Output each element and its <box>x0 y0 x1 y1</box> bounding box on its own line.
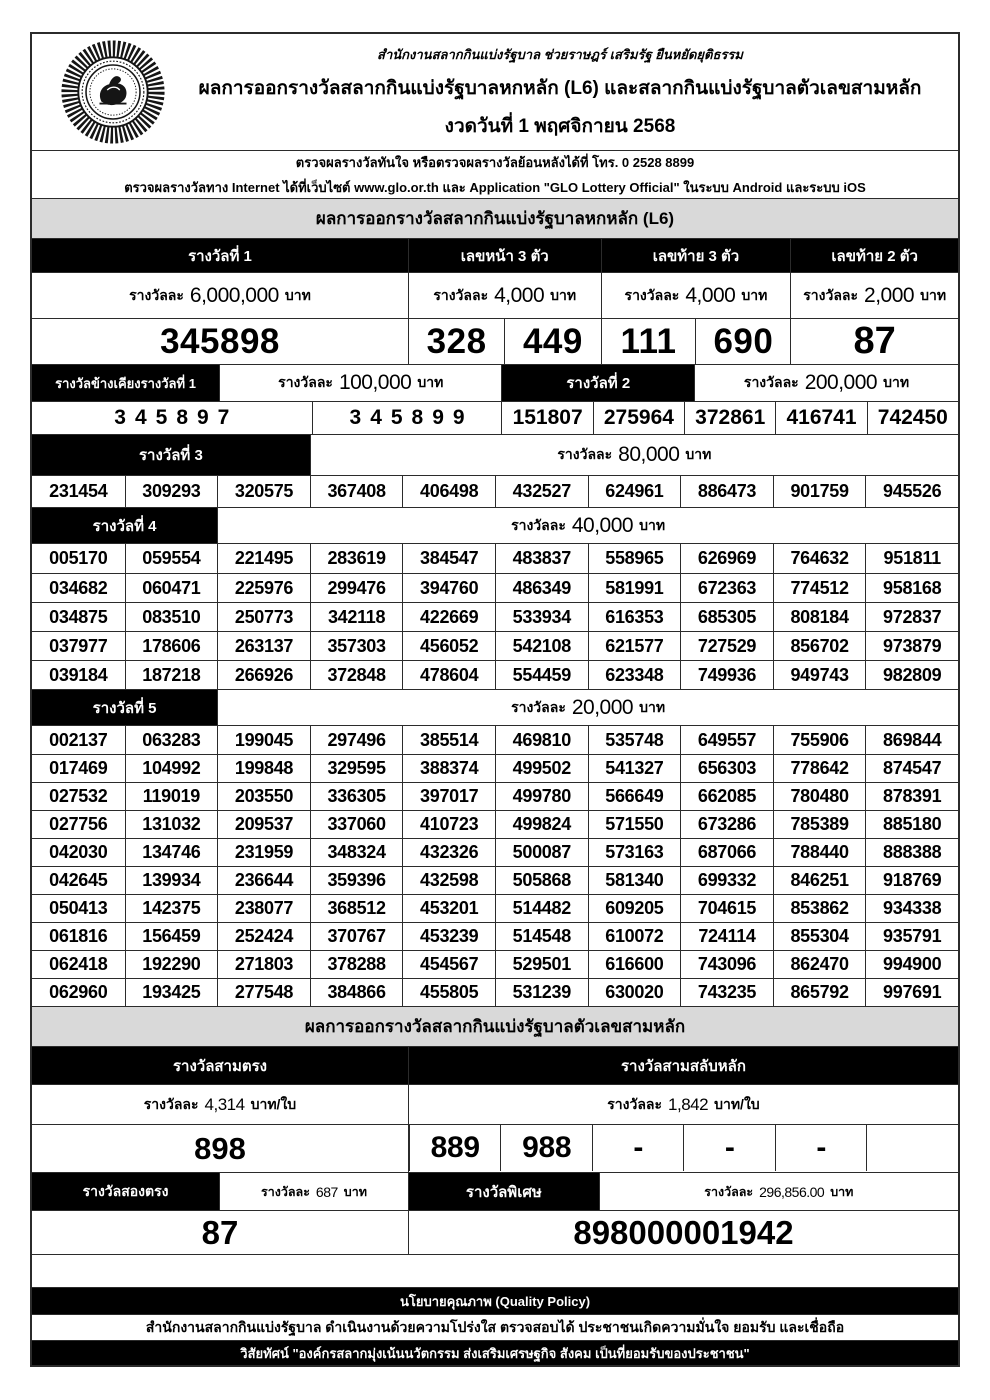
third-prize-number: 901759 <box>773 476 866 507</box>
n2-special-numbers <box>32 1210 958 1254</box>
fourth-prize-number: 558965 <box>588 544 681 573</box>
fourth-prize-number: 685305 <box>680 602 773 631</box>
fifth-prize-number: 203550 <box>217 782 310 810</box>
fifth-prize-number: 499780 <box>495 782 588 810</box>
fourth-prize-number: 059554 <box>125 544 218 573</box>
fourth-prize-number: 581991 <box>588 573 681 602</box>
fifth-prize-number: 581340 <box>588 866 681 894</box>
fifth-prize-number: 997691 <box>865 978 958 1006</box>
fifth-prize-number-grid <box>32 726 958 1006</box>
fourth-prize-number: 856702 <box>773 631 866 660</box>
fifth-prize-number: 531239 <box>495 978 588 1006</box>
fifth-prize-number: 862470 <box>773 950 866 978</box>
fourth-prize-number: 456052 <box>402 631 495 660</box>
l6-section-band: ผลการออกรางวัลสลากกินแบ่งรัฐบาลหกหลัก (L6) <box>32 198 958 238</box>
fifth-prize-number: 199848 <box>217 754 310 782</box>
third-prize-number: 367408 <box>310 476 403 507</box>
fifth-prize-number: 384866 <box>310 978 403 1006</box>
quality-policy-band: นโยบายคุณภาพ (Quality Policy) <box>32 1287 958 1314</box>
permute3-number: 889 <box>409 1125 501 1171</box>
fifth-prize-number: 649557 <box>680 726 773 754</box>
special-prize-number: 898000001942 <box>408 1211 958 1254</box>
fifth-prize-number: 139934 <box>125 866 218 894</box>
adjacent-prize-amount: รางวัลละ 100,000 บาท <box>219 365 501 401</box>
fifth-prize-number: 231959 <box>217 838 310 866</box>
fifth-prize-number: 329595 <box>310 754 403 782</box>
third-prize-number-grid <box>32 476 958 507</box>
fourth-prize-number: 958168 <box>865 573 958 602</box>
fifth-prize-number: 865792 <box>773 978 866 1006</box>
fourth-prize-number: 616353 <box>588 602 681 631</box>
fifth-prize-number: 785389 <box>773 810 866 838</box>
fifth-prize-number: 687066 <box>680 838 773 866</box>
fifth-prize-number: 042030 <box>32 838 125 866</box>
fourth-prize-number: 542108 <box>495 631 588 660</box>
fifth-prize-number: 918769 <box>865 866 958 894</box>
fifth-prize-number: 337060 <box>310 810 403 838</box>
fifth-prize-number: 869844 <box>865 726 958 754</box>
permute3-label: รางวัลสามสลับหลัก <box>408 1047 958 1084</box>
third-prize-number: 886473 <box>680 476 773 507</box>
fifth-prize-number: 142375 <box>125 894 218 922</box>
fifth-prize-number: 846251 <box>773 866 866 894</box>
permute3-number-grid <box>409 1125 958 1172</box>
fifth-prize-number: 297496 <box>310 726 403 754</box>
fifth-prize-number: 119019 <box>125 782 218 810</box>
fourth-prize-number: 039184 <box>32 660 125 689</box>
fifth-prize-number: 397017 <box>402 782 495 810</box>
fifth-prize-number: 878391 <box>865 782 958 810</box>
fifth-prize-number: 454567 <box>402 950 495 978</box>
fourth-prize-number: 263137 <box>217 631 310 660</box>
fifth-prize-number: 888388 <box>865 838 958 866</box>
fourth-prize-amount: รางวัลละ 40,000 บาท <box>217 508 958 543</box>
fifth-prize-number: 002137 <box>49 729 108 750</box>
fifth-prize-number: 370767 <box>310 922 403 950</box>
fifth-prize-number: 656303 <box>680 754 773 782</box>
draw-date: งวดวันที่ 1 พฤศจิกายน 2568 <box>444 115 676 137</box>
straight3-amount: รางวัลละ 4,314 บาท/ใบ <box>143 1094 297 1114</box>
third-prize-numbers <box>32 475 958 507</box>
fourth-prize-number: 483837 <box>495 544 588 573</box>
front3-number-2: 449 <box>504 319 600 364</box>
fourth-prize-number: 949743 <box>773 660 866 689</box>
fifth-prize-number: 336305 <box>310 782 403 810</box>
third-prize-number: 309293 <box>125 476 218 507</box>
fifth-prize-number: 699332 <box>680 866 773 894</box>
fifth-prize-number: 743235 <box>680 978 773 1006</box>
fourth-prize-number: 250773 <box>217 602 310 631</box>
fifth-prize-amount: รางวัลละ 20,000 บาท <box>217 690 958 725</box>
fourth-prize-number: 372848 <box>310 660 403 689</box>
permute3-number: 988 <box>500 1125 592 1171</box>
fifth-prize-number: 855304 <box>773 922 866 950</box>
n2-special-headers <box>32 1172 958 1210</box>
first-prize-amount <box>32 273 408 318</box>
fourth-prize-number: 623348 <box>588 660 681 689</box>
fifth-prize-number: 385514 <box>402 726 495 754</box>
fourth-prize-number: 060471 <box>125 573 218 602</box>
fourth-prize-number: 283619 <box>310 544 403 573</box>
fourth-prize-label: รางวัลที่ 4 <box>32 508 217 543</box>
fifth-prize-number: 104992 <box>125 754 218 782</box>
fifth-prize-number: 027756 <box>32 810 125 838</box>
lottery-results-document <box>30 32 960 1367</box>
third-prize-number: 231454 <box>49 481 108 501</box>
header-text-block <box>172 34 948 150</box>
fifth-prize-number: 610072 <box>588 922 681 950</box>
second-prize-number: 372861 <box>684 402 775 434</box>
fourth-prize-number: 083510 <box>125 602 218 631</box>
fourth-prize-number: 727529 <box>680 631 773 660</box>
fifth-prize-number: 156459 <box>125 922 218 950</box>
fourth-prize-number: 749936 <box>680 660 773 689</box>
fifth-prize-number: 514548 <box>495 922 588 950</box>
third-prize-number: 945526 <box>865 476 958 507</box>
fifth-prize-numbers <box>32 725 958 1006</box>
fifth-prize-number: 514482 <box>495 894 588 922</box>
fifth-prize-number: 410723 <box>402 810 495 838</box>
n3-amounts <box>32 1084 958 1124</box>
fifth-prize-number: 609205 <box>588 894 681 922</box>
front3-label: เลขหน้า 3 ตัว <box>408 239 601 272</box>
fourth-prize-number: 808184 <box>773 602 866 631</box>
fifth-prize-number: 134746 <box>125 838 218 866</box>
fifth-prize-number: 778642 <box>773 754 866 782</box>
fifth-prize-number: 885180 <box>865 810 958 838</box>
third-prize-header <box>32 434 958 475</box>
fourth-prize-number: 394760 <box>402 573 495 602</box>
fifth-prize-number: 724114 <box>680 922 773 950</box>
n3-section-band: ผลการออกรางวัลสลากกินแบ่งรัฐบาลตัวเลขสามหลัก <box>32 1006 958 1046</box>
fifth-prize-number: 236644 <box>217 866 310 894</box>
fifth-prize-number: 131032 <box>125 810 218 838</box>
baht-label: บาท <box>284 286 311 303</box>
fourth-prize-number: 034875 <box>32 602 125 631</box>
first-prize-number: 345898 <box>160 321 280 361</box>
fourth-prize-header <box>32 507 958 543</box>
fourth-prize-number: 533934 <box>495 602 588 631</box>
fourth-prize-number: 034682 <box>32 573 125 602</box>
special-prize-amount: รางวัลละ 296,856.00 บาท <box>599 1173 958 1210</box>
third-prize-label: รางวัลที่ 3 <box>32 435 310 475</box>
second-prize-label: รางวัลที่ 2 <box>501 365 694 401</box>
per-label: รางวัลละ <box>129 286 184 303</box>
third-prize-amount: รางวัลละ 80,000 บาท <box>310 435 958 475</box>
l6-top-prize-headers <box>32 238 958 272</box>
fourth-prize-number: 357303 <box>310 631 403 660</box>
third-prize-number: 432527 <box>495 476 588 507</box>
fourth-prize-number: 972837 <box>865 602 958 631</box>
fifth-prize-number: 630020 <box>588 978 681 1006</box>
second-prize-number: 416741 <box>775 402 866 434</box>
fifth-prize-number: 252424 <box>217 922 310 950</box>
second-prize-number: 275964 <box>593 402 684 434</box>
straight2-number: 87 <box>201 1213 239 1251</box>
fourth-prize-number: 221495 <box>217 544 310 573</box>
fourth-prize-number: 266926 <box>217 660 310 689</box>
straight3-label: รางวัลสามตรง <box>32 1047 408 1084</box>
last3-label: เลขท้าย 3 ตัว <box>601 239 791 272</box>
fourth-prize-number: 554459 <box>495 660 588 689</box>
fifth-prize-number: 704615 <box>680 894 773 922</box>
fourth-prize-number: 384547 <box>402 544 495 573</box>
fifth-prize-number: 934338 <box>865 894 958 922</box>
fifth-prize-number: 571550 <box>588 810 681 838</box>
fifth-prize-number: 062960 <box>32 978 125 1006</box>
fifth-prize-number: 535748 <box>588 726 681 754</box>
fourth-prize-number: 973879 <box>865 631 958 660</box>
fourth-prize-number: 187218 <box>125 660 218 689</box>
adjacent-second-numbers <box>32 401 958 434</box>
document-title: ผลการออกรางวัลสลากกินแบ่งรัฐบาลหกหลัก (L6) และสลากกินแบ่งรัฐบาลตัวเลขสามหลัก <box>198 77 922 99</box>
permute3-number: - <box>775 1125 867 1171</box>
last2-label: เลขท้าย 2 ตัว <box>790 239 958 272</box>
fourth-prize-number: 672363 <box>680 573 773 602</box>
fifth-prize-number: 499502 <box>495 754 588 782</box>
n3-headers <box>32 1046 958 1084</box>
last2-number: 87 <box>790 319 958 364</box>
last3-amount: รางวัลละ 4,000 บาท <box>601 273 791 318</box>
fifth-prize-header <box>32 689 958 725</box>
permute3-number: - <box>683 1125 775 1171</box>
fifth-prize-number: 529501 <box>495 950 588 978</box>
first-prize-label: รางวัลที่ 1 <box>32 239 408 272</box>
fourth-prize-number: 626969 <box>680 544 773 573</box>
fifth-prize-number: 743096 <box>680 950 773 978</box>
contact-info <box>32 150 958 198</box>
fifth-prize-number: 874547 <box>865 754 958 782</box>
fifth-prize-number: 994900 <box>865 950 958 978</box>
fifth-prize-number: 453201 <box>402 894 495 922</box>
fifth-prize-number: 432326 <box>402 838 495 866</box>
fifth-prize-number: 755906 <box>773 726 866 754</box>
contact-phone-line: ตรวจผลรางวัลทันใจ หรือตรวจผลรางวัลย้อนหลังได้ที่ โทร. 0 2528 8899 <box>295 154 695 170</box>
adjacent-number-1: 345897 <box>114 406 239 429</box>
fifth-prize-number: 209537 <box>217 810 310 838</box>
contact-internet-line: ตรวจผลรางวัลทาง Internet ได้ที่เว็บไซต์ www.glo.or.th และ Application "GLO Lottery Official" ในระบบ Android และระบบ iOS <box>124 179 866 195</box>
fifth-prize-number: 453239 <box>402 922 495 950</box>
last3-number-1: 111 <box>601 319 696 364</box>
second-prize-number: 742450 <box>867 402 958 434</box>
fifth-prize-number: 469810 <box>495 726 588 754</box>
fifth-prize-number: 541327 <box>588 754 681 782</box>
l6-top-prize-amounts <box>32 272 958 318</box>
fifth-prize-number: 780480 <box>773 782 866 810</box>
fifth-prize-label: รางวัลที่ 5 <box>32 690 217 725</box>
fifth-prize-number: 017469 <box>32 754 125 782</box>
fifth-prize-number: 277548 <box>217 978 310 1006</box>
front3-number-1: 328 <box>408 319 504 364</box>
fifth-prize-number: 788440 <box>773 838 866 866</box>
fifth-prize-number: 378288 <box>310 950 403 978</box>
fourth-prize-number: 178606 <box>125 631 218 660</box>
fifth-prize-number: 063283 <box>125 726 218 754</box>
fourth-prize-number: 951811 <box>865 544 958 573</box>
straight3-number: 898 <box>194 1130 246 1166</box>
fourth-prize-number: 774512 <box>773 573 866 602</box>
document-header <box>32 34 958 150</box>
fourth-prize-number: 342118 <box>310 602 403 631</box>
fifth-prize-number: 238077 <box>217 894 310 922</box>
fifth-prize-number: 199045 <box>217 726 310 754</box>
fourth-prize-numbers <box>32 543 958 689</box>
fifth-prize-number: 935791 <box>865 922 958 950</box>
fourth-prize-number: 299476 <box>310 573 403 602</box>
permute3-number: - <box>592 1125 684 1171</box>
adjacent-second-headers <box>32 364 958 401</box>
permute3-number <box>866 1125 958 1171</box>
fifth-prize-number: 573163 <box>588 838 681 866</box>
last3-number-2: 690 <box>695 319 790 364</box>
special-prize-label: รางวัลพิเศษ <box>408 1173 599 1210</box>
fifth-prize-number: 042645 <box>32 866 125 894</box>
vision-band: วิสัยทัศน์ "องค์กรสลากมุ่งเน้นนวัตกรรม ส่งเสริมเศรษฐกิจ สังคม เป็นที่ยอมรับของประชาชน" <box>32 1340 958 1365</box>
third-prize-number: 406498 <box>402 476 495 507</box>
fifth-prize-number: 359396 <box>310 866 403 894</box>
fifth-prize-number: 455805 <box>402 978 495 1006</box>
fifth-prize-number: 271803 <box>217 950 310 978</box>
fourth-prize-number: 005170 <box>49 548 108 568</box>
fifth-prize-number: 027532 <box>32 782 125 810</box>
adjacent-prize-label: รางวัลข้างเคียงรางวัลที่ 1 <box>32 365 219 401</box>
fourth-prize-number: 764632 <box>773 544 866 573</box>
fourth-prize-number: 037977 <box>32 631 125 660</box>
amount-value: 6,000,000 <box>189 283 279 307</box>
fifth-prize-number: 500087 <box>495 838 588 866</box>
fifth-prize-number: 388374 <box>402 754 495 782</box>
fourth-prize-number-grid <box>32 544 958 689</box>
fourth-prize-number: 422669 <box>402 602 495 631</box>
straight2-label: รางวัลสองตรง <box>32 1173 219 1210</box>
fifth-prize-number: 662085 <box>680 782 773 810</box>
fourth-prize-number: 486349 <box>495 573 588 602</box>
fifth-prize-number: 061816 <box>32 922 125 950</box>
adjacent-number-2: 345899 <box>312 402 502 434</box>
fifth-prize-number: 673286 <box>680 810 773 838</box>
fifth-prize-number: 853862 <box>773 894 866 922</box>
permute3-numbers-cell <box>408 1125 958 1172</box>
fifth-prize-number: 368512 <box>310 894 403 922</box>
spacer-row <box>32 1254 958 1287</box>
n3-numbers <box>32 1124 958 1172</box>
fifth-prize-number: 348324 <box>310 838 403 866</box>
fifth-prize-number: 566649 <box>588 782 681 810</box>
fifth-prize-number: 432598 <box>402 866 495 894</box>
quality-policy-text: สำนักงานสลากกินแบ่งรัฐบาล ดำเนินงานด้วยความโปร่งใส ตรวจสอบได้ ประชาชนเกิดความมั่นใจ ยอมรับ และเชื่อถือ <box>32 1314 958 1340</box>
l6-top-prize-numbers <box>32 318 958 364</box>
fifth-prize-number: 499824 <box>495 810 588 838</box>
second-prize-number: 151807 <box>501 402 592 434</box>
fourth-prize-number: 982809 <box>865 660 958 689</box>
fourth-prize-number: 621577 <box>588 631 681 660</box>
fourth-prize-number: 225976 <box>217 573 310 602</box>
fifth-prize-number: 050413 <box>32 894 125 922</box>
second-prize-amount: รางวัลละ 200,000 บาท <box>694 365 958 401</box>
glo-seal-logo <box>60 39 166 145</box>
front3-amount: รางวัลละ 4,000 บาท <box>408 273 601 318</box>
fourth-prize-number: 478604 <box>402 660 495 689</box>
fifth-prize-number: 505868 <box>495 866 588 894</box>
third-prize-number: 320575 <box>217 476 310 507</box>
fifth-prize-number: 192290 <box>125 950 218 978</box>
straight2-amount: รางวัลละ 687 บาท <box>219 1173 408 1210</box>
third-prize-number: 624961 <box>588 476 681 507</box>
fifth-prize-number: 616600 <box>588 950 681 978</box>
last2-amount: รางวัลละ 2,000 บาท <box>790 273 958 318</box>
fifth-prize-number: 062418 <box>32 950 125 978</box>
permute3-amount: รางวัลละ 1,842 บาท/ใบ <box>408 1085 958 1124</box>
agency-tagline: สำนักงานสลากกินแบ่งรัฐบาล ช่วยราษฎร์ เสริมรัฐ ยืนหยัดยุติธรรม <box>377 46 743 62</box>
fifth-prize-number: 193425 <box>125 978 218 1006</box>
